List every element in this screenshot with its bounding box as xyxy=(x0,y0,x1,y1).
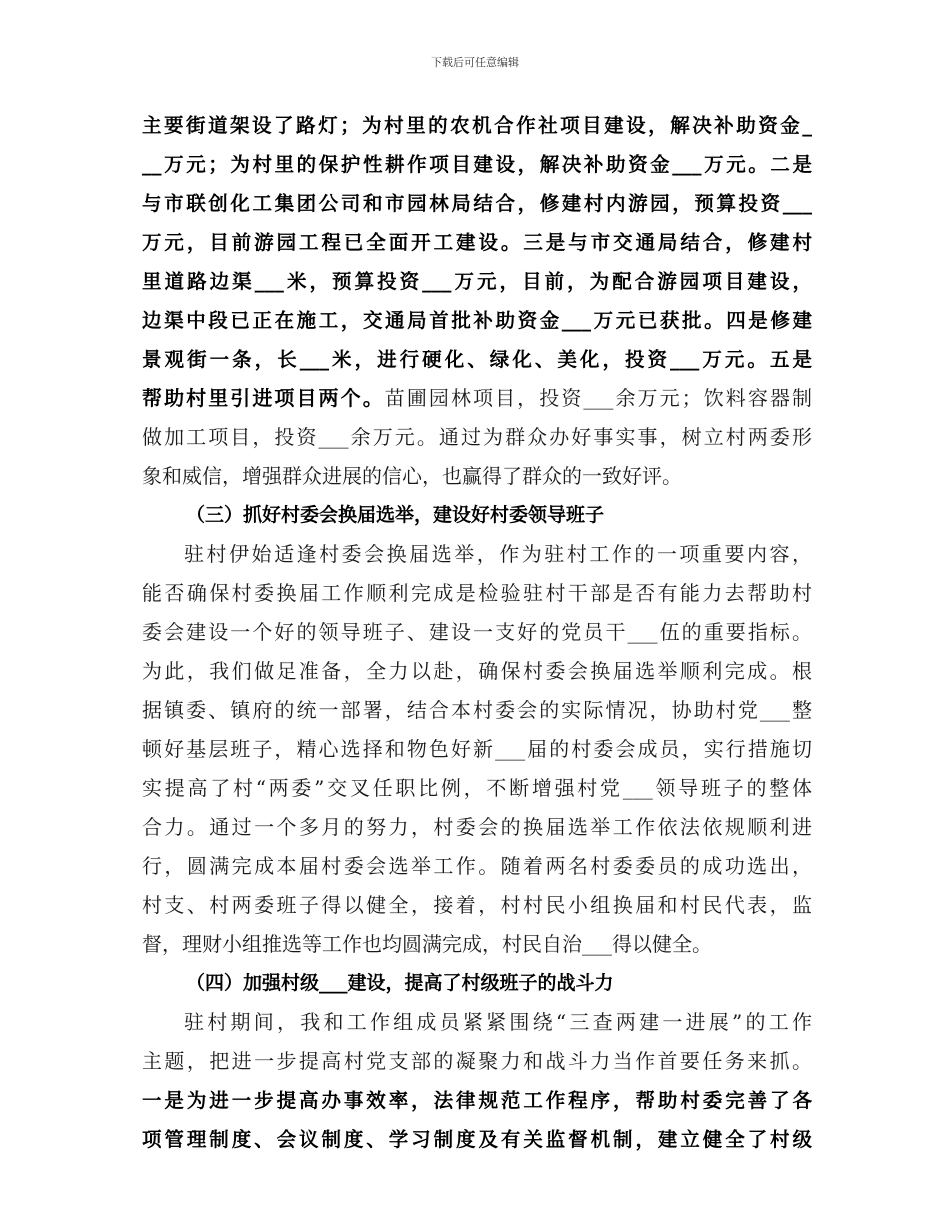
text-line: 万元，目前游园工程已全面开工建设。三是与市交通局结合，修建村 xyxy=(142,231,812,254)
text-line: __万元；为村里的保护性耕作项目建设，解决补助资金___万元。二是 xyxy=(142,153,812,176)
text-line: 与市联创化工集团公司和市园林局结合，修建村内游园，预算投资___ xyxy=(142,192,812,215)
text-line: 主题，把进一步提高村党支部的凝聚力和战斗力当作首要任务来抓。 xyxy=(142,1049,812,1073)
document-body xyxy=(142,106,812,1159)
text-line: 里道路边渠___米，预算投资___万元，目前，为配合游园项目建设， xyxy=(142,270,812,293)
text-line: 合力。通过一个多月的努力，村委会的换届选举工作依法依规顺利进 xyxy=(142,815,812,839)
text-line: 主要街道架设了路灯；为村里的农机合作社项目建设，解决补助资金_ xyxy=(142,114,812,137)
text-line: 顿好基层班子，精心选择和物色好新___届的村委会成员，实行措施切 xyxy=(142,737,812,761)
text-line: 做加工项目，投资___余万元。通过为群众办好事实事，树立村两委形 xyxy=(142,425,812,449)
text-line: 边渠中段已正在施工，交通局首批补助资金___万元已获批。四是修建 xyxy=(142,309,812,332)
page-header-note: 下载后可任意编辑 xyxy=(431,56,519,69)
text-line: 实提高了村“两委”交叉任职比例，不断增强村党___领导班子的整体 xyxy=(142,776,812,800)
text-line: 村支、村两委班子得以健全，接着，村村民小组换届和村民代表，监 xyxy=(142,893,812,917)
text-line: 驻村期间，我和工作组成员紧紧围绕“三查两建一进展”的工作 xyxy=(184,1010,812,1034)
text-line: 能否确保村委换届工作顺利完成是检验驻村干部是否有能力去帮助村 xyxy=(142,581,812,605)
text-line xyxy=(142,379,812,418)
text-line: 委会建设一个好的领导班子、建设一支好的党员干___伍的重要指标。 xyxy=(142,620,812,644)
section-heading-4: （四）加强村级___建设，提高了村级班子的战斗力 xyxy=(186,972,614,994)
text-line: 项管理制度、会议制度、学习制度及有关监督机制，建立健全了村级 xyxy=(142,1128,812,1151)
section-heading-3: （三）抓好村委会换届选举，建设好村委领导班子 xyxy=(186,504,605,526)
text-line: 象和威信，增强群众进展的信心，也赢得了群众的一致好评。 xyxy=(142,464,682,488)
text-line: 景观街一条，长___米，进行硬化、绿化、美化，投资___万元。五是 xyxy=(142,348,812,371)
text-line: 督，理财小组推选等工作也均圆满完成，村民自治___得以健全。 xyxy=(142,932,712,956)
text-line: 行，圆满完成本届村委会选举工作。随着两名村委委员的成功选出， xyxy=(142,854,812,878)
text-line: 据镇委、镇府的统一部署，结合本村委会的实际情况，协助村党___整 xyxy=(142,698,812,722)
text-line: 一是为进一步提高办事效率，法律规范工作程序，帮助村委完善了各 xyxy=(142,1089,812,1112)
bold-span: 帮助村里引进项目两个。 xyxy=(142,386,385,410)
normal-span: 苗圃园林项目，投资___余万元；饮料容器制 xyxy=(384,386,812,410)
text-line: 为此，我们做足准备，全力以赴，确保村委会换届选举顺利完成。根 xyxy=(142,659,812,683)
text-line: 驻村伊始适逢村委会换届选举，作为驻村工作的一项重要内容， xyxy=(184,542,812,566)
